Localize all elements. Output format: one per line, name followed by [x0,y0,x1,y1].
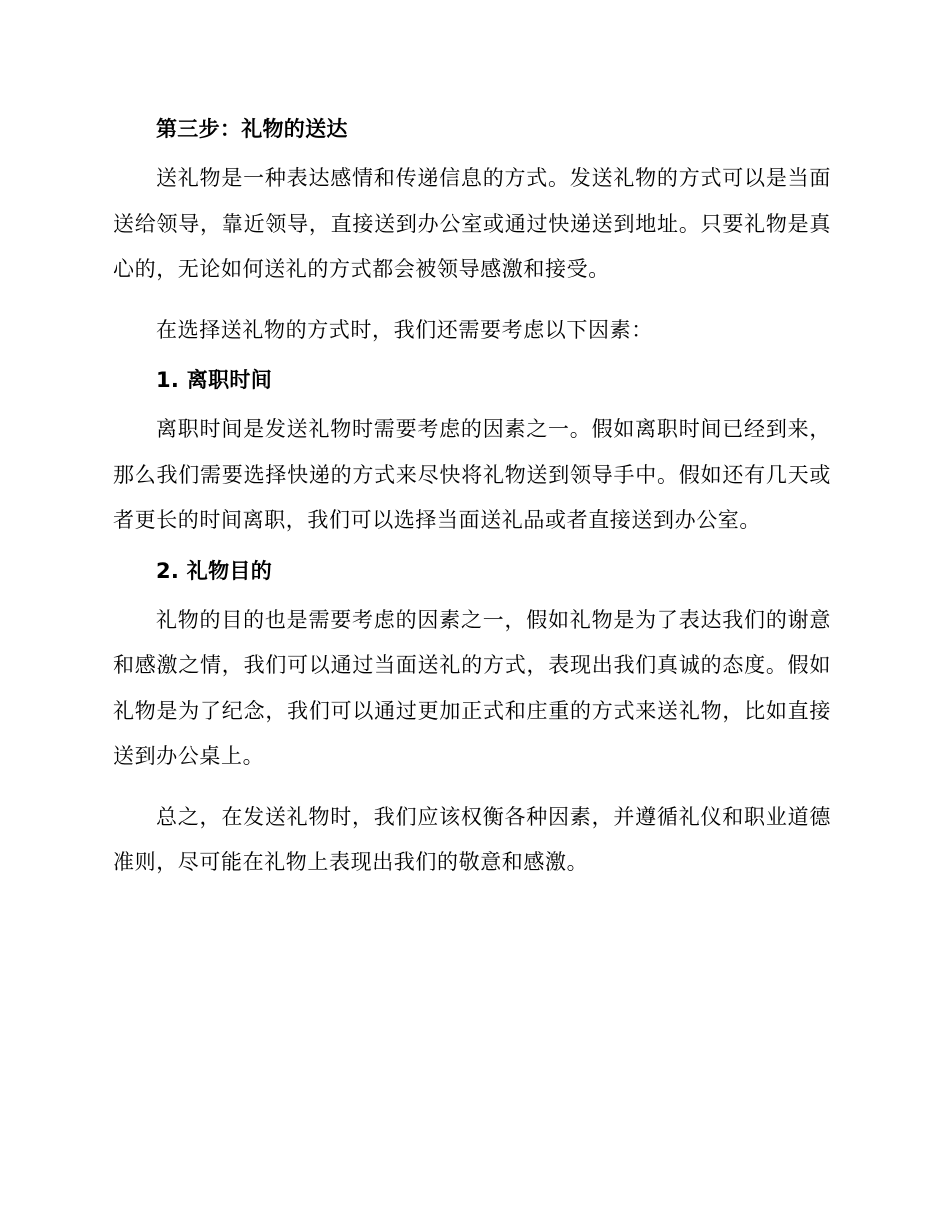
subheading-2: 2. 礼物目的 [156,558,272,583]
paragraph-intro: 送礼物是一种表达感情和传递信息的方式。发送礼物的方式可以是当面送给领导，靠近领导，直接送到办公室或通过快递送到地址。只要礼物是真心的，无论如何送礼的方式都会被领导感激和接受。 [113,166,831,281]
paragraph-1: 离职时间是发送礼物时需要考虑的因素之一。假如离职时间已经到来，那么我们需要选择快递的方式来尽快将礼物送到领导手中。假如还有几天或者更长的时间离职，我们可以选择当面送礼品或者直接送到办公室。 [113,417,831,532]
paragraph-2: 礼物的目的也是需要考虑的因素之一，假如礼物是为了表达我们的谢意和感激之情，我们可以通过当面送礼的方式，表现出我们真诚的态度。假如礼物是为了纪念，我们可以通过更加正式和庄重的方式来送礼物，比如直接送到办公桌上。 [113,607,831,768]
section-heading-step3: 第三步：礼物的送达 [156,117,348,141]
paragraph-summary: 总之，在发送礼物时，我们应该权衡各种因素，并遵循礼仪和职业道德准则，尽可能在礼物上表现出我们的敬意和感激。 [113,804,831,874]
subheading-1: 1. 离职时间 [156,368,272,392]
document-page [113,110,831,886]
paragraph-factors: 在选择送礼物的方式时，我们还需要考虑以下因素： [156,317,653,342]
